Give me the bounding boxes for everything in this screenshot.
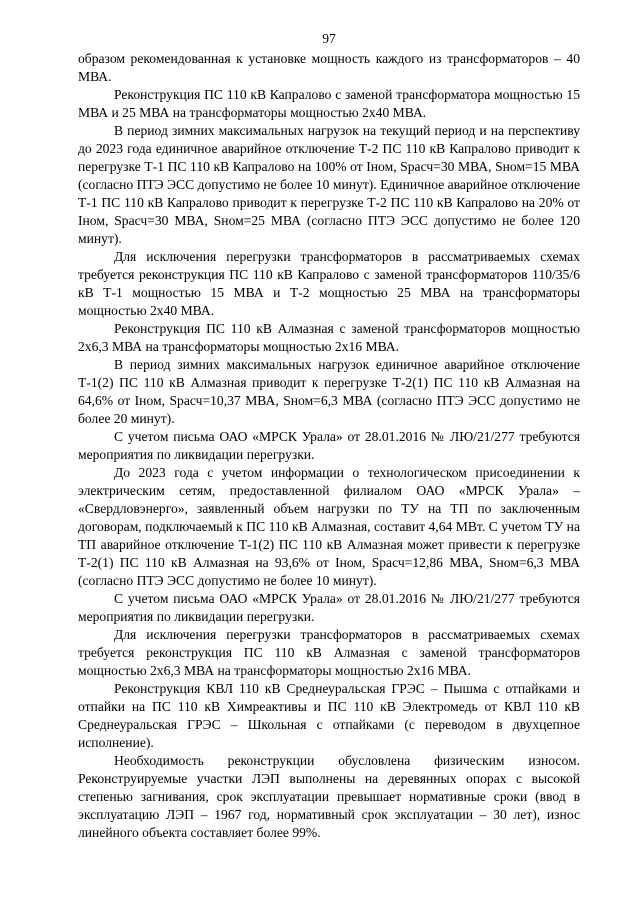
paragraph-almaznaya-tech-connection: До 2023 года с учетом информации о технологическом присоединении к электрическим сетям, предоставленной филиалом ОАО «МРСК Урала» – «Свердловэнерго», заявленный объем нагрузки по ТУ на ТП по заключенным договорам, подключаемый к ПС 110 кВ Алмазная, составит 4,64 МВт. С учетом ТУ на ТП аварийное отключение Т-1(2) ПС 110 кВ Алмазная может привести к перегрузке Т-2(1) ПС 110 кВ Алмазная на 93,6% от Iном, Sрасч=12,86 МВА, Sном=6,3 МВА (согласно ПТЭ ЭСС допустимо не более 10 минут). bbox=[78, 465, 580, 588]
paragraph-kvl-reconstruction: Реконструкция КВЛ 110 кВ Среднеуральская ГРЭС – Пышма с отпайками и отпайки на ПС 110 кВ Химреактивы и ПС 110 кВ Электромедь от КВЛ 110 кВ Среднеуральская ГРЭС – Школьная с отпайками (с переводом в двухцепное исполнение). bbox=[78, 681, 580, 750]
paragraph-physical-wear: Необходимость реконструкции обусловлена физическим износом. Реконструируемые участки ЛЭП выполнены на деревянных опорах с высокой степенью загнивания, срок эксплуатации превышает нормативные сроки (ввод в эксплуатацию ЛЭП – 1967 год, нормативный срок эксплуатации – 30 лет), износ линейного объекта составляет более 99%. bbox=[78, 753, 580, 840]
paragraph-almaznaya-reconstruction: Реконструкция ПС 110 кВ Алмазная с заменой трансформаторов мощностью 2х6,3 МВА на трансформаторы мощностью 2х16 МВА. bbox=[78, 321, 580, 354]
paragraph-mrsk-letter-2: С учетом письма ОАО «МРСК Урала» от 28.01.2016 № ЛЮ/21/277 требуются мероприятия по ликвидации перегрузки. bbox=[78, 591, 580, 624]
paragraph-kapralovo-reconstruction: Реконструкция ПС 110 кВ Капралово с заменой трансформатора мощностью 15 МВА и 25 МВА на трансформаторы мощностью 2х40 МВА. bbox=[78, 87, 580, 120]
paragraph-kapralovo-winter-load: В период зимних максимальных нагрузок на текущий период и на перспективу до 2023 года единичное аварийное отключение Т-2 ПС 110 кВ Капралово приводит к перегрузке Т-1 ПС 110 кВ Капралово на 100% от Iном, Sрасч=30 МВА, Sном=15 МВА (согласно ПТЭ ЭСС допустимо не более 10 минут). Единичное аварийное отключение Т-1 ПС 110 кВ Капралово приводит к перегрузке Т-2 ПС 110 кВ Капралово на 20% от Iном, Sрасч=30 МВА, Sном=25 МВА (согласно ПТЭ ЭСС допустимо не более 120 минут). bbox=[78, 123, 580, 246]
paragraph-almaznaya-overload-fix: Для исключения перегрузки трансформаторов в рассматриваемых схемах требуется реконструкция ПС 110 кВ Алмазная с заменой трансформаторов мощностью 2х6,3 МВА на трансформаторы мощностью 2х16 МВА. bbox=[78, 627, 580, 678]
page-number: 97 bbox=[322, 31, 336, 46]
paragraph-mrsk-letter-1: С учетом письма ОАО «МРСК Урала» от 28.01.2016 № ЛЮ/21/277 требуются мероприятия по ликвидации перегрузки. bbox=[78, 429, 580, 462]
paragraph-kapralovo-overload-fix: Для исключения перегрузки трансформаторов в рассматриваемых схемах требуется реконструкция ПС 110 кВ Капралово с заменой трансформаторов 110/35/6 кВ Т-1 мощностью 15 МВА и Т-2 мощностью 25 МВА на трансформаторы мощностью 2х40 МВА. bbox=[78, 249, 580, 318]
paragraph-continuation: образом рекомендованная к установке мощность каждого из трансформаторов – 40 МВА. bbox=[78, 51, 580, 84]
document-page bbox=[78, 30, 580, 842]
paragraph-almaznaya-winter-load: В период зимних максимальных нагрузок единичное аварийное отключение Т-1(2) ПС 110 кВ Алмазная приводит к перегрузке Т-2(1) ПС 110 кВ Алмазная на 64,6% от Iном, Sрасч=10,37 МВА, Sном=6,3 МВА (согласно ПТЭ ЭСС допустимо не более 20 минут). bbox=[78, 357, 580, 426]
